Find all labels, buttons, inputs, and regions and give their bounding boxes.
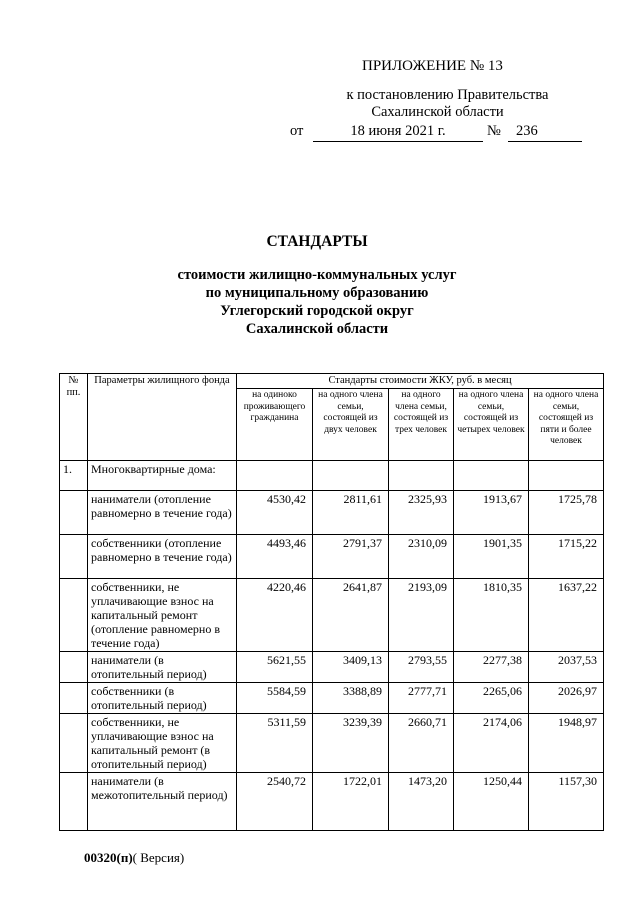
heading-main: СТАНДАРТЫ	[266, 233, 368, 250]
row-value: 1810,35	[454, 579, 529, 652]
standards-table	[59, 373, 604, 831]
row-value: 1722,01	[313, 773, 389, 831]
row-value: 1637,22	[529, 579, 604, 652]
appendix-title: ПРИЛОЖЕНИЕ № 13	[362, 58, 503, 74]
row-value: 2791,37	[313, 535, 389, 579]
row-value: 2660,71	[389, 714, 454, 773]
row-value: 2793,55	[389, 652, 454, 683]
heading-line-4: Сахалинской области	[245, 321, 389, 337]
decree-date: 18 июня 2021 г.	[313, 123, 483, 142]
heading-line-1: стоимости жилищно-коммунальных услуг	[177, 267, 457, 283]
heading-line-3: Углегорский городской округ	[220, 303, 414, 319]
row-value: 1948,97	[529, 714, 604, 773]
row-value: 4493,46	[237, 535, 313, 579]
footer-code: 00320(п)	[84, 850, 133, 865]
row-value: 2310,09	[389, 535, 454, 579]
row-value: 4220,46	[237, 579, 313, 652]
appendix-line-1: к постановлению Правительства	[346, 87, 549, 103]
appendix-line-2: Сахалинской области	[371, 104, 504, 120]
row-label: собственники (отопление равномерно в течение года)	[88, 535, 237, 579]
table-row	[60, 491, 604, 535]
row-value: 3409,13	[313, 652, 389, 683]
subheader-5: на одного члена семьи, состоящей из пяти и более человек	[529, 389, 604, 461]
row-label: наниматели (в отопительный период)	[88, 652, 237, 683]
section-num: 1.	[60, 461, 88, 491]
row-value: 1250,44	[454, 773, 529, 831]
row-value: 3388,89	[313, 683, 389, 714]
subheader-3: на одного члена семьи, состоящей из трех человек	[389, 389, 454, 461]
decree-number: 236	[508, 123, 582, 142]
section-label: Многоквартирные дома:	[88, 461, 237, 491]
row-value: 2540,72	[237, 773, 313, 831]
row-value: 2777,71	[389, 683, 454, 714]
row-value: 1473,20	[389, 773, 454, 831]
appendix-block	[290, 58, 590, 143]
row-value: 1901,35	[454, 535, 529, 579]
row-value: 2811,61	[313, 491, 389, 535]
number-sign: №	[487, 123, 501, 139]
row-value: 1157,30	[529, 773, 604, 831]
row-label: собственники (в отопительный период)	[88, 683, 237, 714]
row-value: 2026,97	[529, 683, 604, 714]
header-group: Стандарты стоимости ЖКУ, руб. в месяц	[237, 374, 604, 389]
row-value: 2037,53	[529, 652, 604, 683]
row-value: 2325,93	[389, 491, 454, 535]
footer	[84, 850, 184, 866]
table-row	[60, 579, 604, 652]
table-row	[60, 535, 604, 579]
subheader-1: на одиноко проживающего гражданина	[237, 389, 313, 461]
row-value: 2174,06	[454, 714, 529, 773]
row-value: 5584,59	[237, 683, 313, 714]
header-num: № пп.	[60, 374, 88, 461]
row-value: 2265,06	[454, 683, 529, 714]
table-row	[60, 652, 604, 683]
row-value: 2193,09	[389, 579, 454, 652]
ot-label: от	[290, 123, 304, 139]
appendix-date-line	[290, 123, 590, 143]
row-label: наниматели (отопление равномерно в течение года)	[88, 491, 237, 535]
row-value: 1725,78	[529, 491, 604, 535]
footer-version: ( Версия)	[132, 850, 185, 865]
row-label: наниматели (в межотопительный период)	[88, 773, 237, 831]
row-value: 4530,42	[237, 491, 313, 535]
subheader-4: на одного члена семьи, состоящей из четырех человек	[454, 389, 529, 461]
heading-line-2: по муниципальному образованию	[205, 285, 429, 301]
row-value: 1913,67	[454, 491, 529, 535]
header-param: Параметры жилищного фонда	[88, 374, 237, 461]
row-value: 1715,22	[529, 535, 604, 579]
subheader-2: на одного члена семьи, состоящей из двух человек	[313, 389, 389, 461]
row-label: собственники, не уплачивающие взнос на капитальный ремонт (отопление равномерно в течение года)	[88, 579, 237, 652]
row-value: 5311,59	[237, 714, 313, 773]
table-row	[60, 714, 604, 773]
section-row	[60, 461, 604, 491]
row-label: собственники, не уплачивающие взнос на капитальный ремонт (в отопительный период)	[88, 714, 237, 773]
table-row	[60, 683, 604, 714]
row-value: 2641,87	[313, 579, 389, 652]
table-row	[60, 773, 604, 831]
row-value: 3239,39	[313, 714, 389, 773]
row-value: 2277,38	[454, 652, 529, 683]
document-heading	[0, 233, 634, 338]
row-value: 5621,55	[237, 652, 313, 683]
